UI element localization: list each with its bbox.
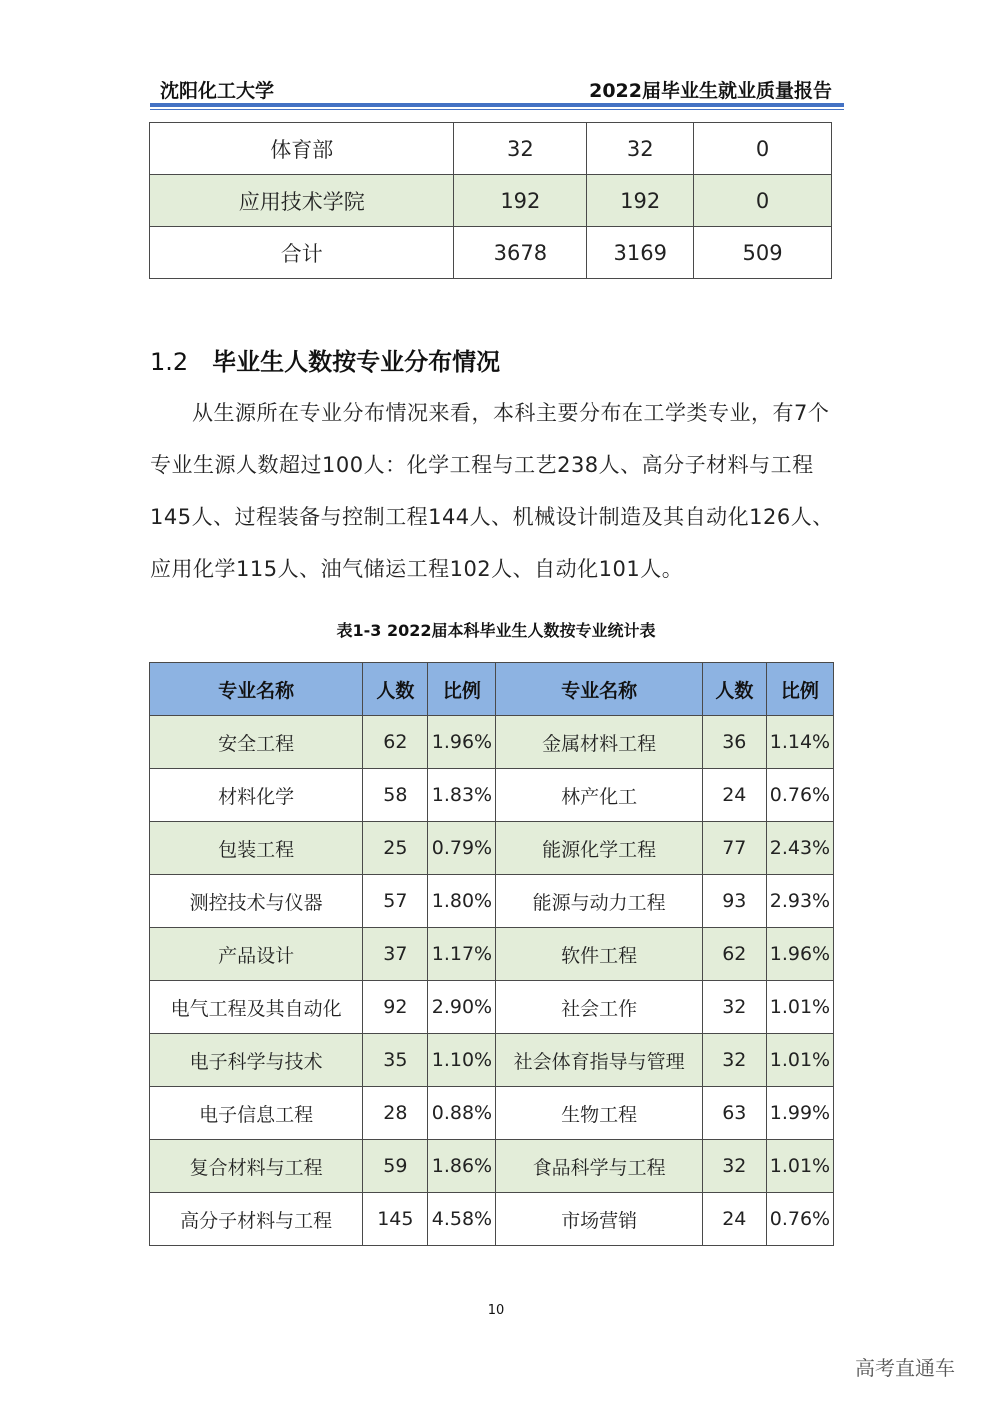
table-cell: 体育部 (150, 123, 454, 175)
page-number: 10 (487, 1303, 505, 1318)
table-cell: 2.90% (428, 981, 496, 1034)
table-row (150, 822, 834, 875)
table-cell: 3169 (587, 227, 694, 279)
table-cell: 24 (702, 769, 766, 822)
major-statistics-table (149, 662, 834, 1246)
table-caption: 表1-3 2022届本科毕业生人数按专业统计表 (336, 621, 656, 640)
table-cell: 高分子材料与工程 (150, 1193, 363, 1246)
table-cell: 测控技术与仪器 (150, 875, 363, 928)
table-cell: 24 (702, 1193, 766, 1246)
table-header-row (150, 663, 834, 716)
table-row (150, 769, 834, 822)
table-cell: 63 (702, 1087, 766, 1140)
university-name: 沈阳化工大学 (160, 80, 275, 102)
table-row (150, 227, 832, 279)
table-cell: 62 (363, 716, 428, 769)
section-heading (150, 342, 500, 377)
table-row (150, 1193, 834, 1246)
body-paragraph (150, 387, 844, 595)
table-cell: 安全工程 (150, 716, 363, 769)
table-cell: 能源化学工程 (496, 822, 702, 875)
table-cell: 2.43% (766, 822, 833, 875)
table-row (150, 716, 834, 769)
table-cell: 32 (702, 981, 766, 1034)
header-rule-thick (150, 103, 844, 107)
table-cell: 食品科学与工程 (496, 1140, 702, 1193)
table-cell: 92 (363, 981, 428, 1034)
table-cell: 市场营销 (496, 1193, 702, 1246)
table-cell: 复合材料与工程 (150, 1140, 363, 1193)
table-cell: 1.01% (766, 981, 833, 1034)
column-header: 比例 (428, 663, 496, 716)
table-cell: 林产化工 (496, 769, 702, 822)
table-cell: 0.88% (428, 1087, 496, 1140)
table-cell: 1.96% (766, 928, 833, 981)
table-cell: 57 (363, 875, 428, 928)
table-cell: 36 (702, 716, 766, 769)
table-cell: 509 (694, 227, 832, 279)
table-row (150, 175, 832, 227)
table-cell: 电子信息工程 (150, 1087, 363, 1140)
table-cell: 58 (363, 769, 428, 822)
table-cell: 3678 (454, 227, 587, 279)
table-cell: 电子科学与技术 (150, 1034, 363, 1087)
table-row (150, 1140, 834, 1193)
watermark-text: 高考直通车 (855, 1356, 955, 1380)
table-cell: 35 (363, 1034, 428, 1087)
table-cell: 0.76% (766, 769, 833, 822)
table-cell: 社会工作 (496, 981, 702, 1034)
table-cell: 软件工程 (496, 928, 702, 981)
table-cell: 0.76% (766, 1193, 833, 1246)
table-cell: 能源与动力工程 (496, 875, 702, 928)
paragraph-text: 从生源所在专业分布情况来看，本科主要分布在工学类专业，有7个专业生源人数超过100人：化学工程与工艺238人、高分子材料与工程145人、过程装备与控制工程144人、机械设计制造及其自动化126人、应用化学115人、油气储运工程102人、自动化101人。 (150, 401, 834, 581)
table-cell: 25 (363, 822, 428, 875)
table-cell: 社会体育指导与管理 (496, 1034, 702, 1087)
table-cell: 产品设计 (150, 928, 363, 981)
report-title: 2022届毕业生就业质量报告 (589, 80, 832, 102)
page-header (150, 72, 834, 102)
table-row (150, 1034, 834, 1087)
table-row (150, 928, 834, 981)
table-cell: 32 (454, 123, 587, 175)
table-cell: 应用技术学院 (150, 175, 454, 227)
column-header: 专业名称 (496, 663, 702, 716)
table-cell: 77 (702, 822, 766, 875)
header-rule-thin (150, 109, 844, 110)
table-cell: 62 (702, 928, 766, 981)
table-cell: 192 (454, 175, 587, 227)
section-number: 1.2 (150, 348, 189, 376)
table-cell: 0 (694, 123, 832, 175)
table-row (150, 981, 834, 1034)
table-cell: 32 (702, 1140, 766, 1193)
table-cell: 37 (363, 928, 428, 981)
table-cell: 1.96% (428, 716, 496, 769)
table-row (150, 1087, 834, 1140)
table-cell: 材料化学 (150, 769, 363, 822)
table-row (150, 875, 834, 928)
table-cell: 1.86% (428, 1140, 496, 1193)
column-header: 专业名称 (150, 663, 363, 716)
table-cell: 2.93% (766, 875, 833, 928)
section-title: 毕业生人数按专业分布情况 (212, 348, 501, 376)
table-cell: 32 (587, 123, 694, 175)
table-cell: 包装工程 (150, 822, 363, 875)
table-cell: 合计 (150, 227, 454, 279)
table-cell: 1.01% (766, 1034, 833, 1087)
college-summary-table (149, 122, 832, 279)
table-cell: 电气工程及其自动化 (150, 981, 363, 1034)
table-cell: 28 (363, 1087, 428, 1140)
table-cell: 1.83% (428, 769, 496, 822)
table-cell: 4.58% (428, 1193, 496, 1246)
table-cell: 生物工程 (496, 1087, 702, 1140)
table-cell: 1.80% (428, 875, 496, 928)
table-cell: 1.17% (428, 928, 496, 981)
table-cell: 1.01% (766, 1140, 833, 1193)
table-cell: 1.99% (766, 1087, 833, 1140)
table-cell: 32 (702, 1034, 766, 1087)
table-cell: 1.10% (428, 1034, 496, 1087)
table-cell: 145 (363, 1193, 428, 1246)
column-header: 人数 (363, 663, 428, 716)
table-row (150, 123, 832, 175)
column-header: 比例 (766, 663, 833, 716)
table-cell: 93 (702, 875, 766, 928)
column-header: 人数 (702, 663, 766, 716)
table-cell: 金属材料工程 (496, 716, 702, 769)
table-cell: 59 (363, 1140, 428, 1193)
table-cell: 0 (694, 175, 832, 227)
table-cell: 1.14% (766, 716, 833, 769)
table-cell: 0.79% (428, 822, 496, 875)
table-cell: 192 (587, 175, 694, 227)
